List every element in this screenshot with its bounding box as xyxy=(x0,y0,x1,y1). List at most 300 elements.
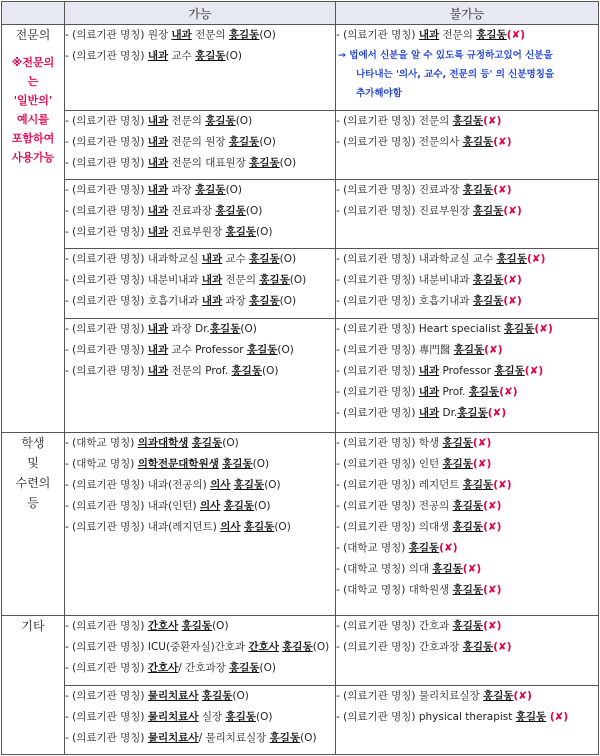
text-segment: - (의료기관 명칭) 내과(레지던트) xyxy=(65,521,221,534)
keyword: 홍길동 xyxy=(462,479,494,492)
keyword: 홍길동 xyxy=(205,114,236,127)
keyword: 홍길동 xyxy=(462,641,494,654)
keyword: 홍길동 xyxy=(515,710,547,723)
text-segment: 과장 Dr. xyxy=(168,322,210,335)
text-segment: 전문의 원장 xyxy=(168,135,229,148)
text-segment: 전문의 xyxy=(439,29,477,41)
text-segment: - (대학교 명칭) 대학원생 xyxy=(336,584,453,597)
keyword: 내과 xyxy=(147,322,169,335)
text-segment: (O) xyxy=(235,114,253,127)
text-segment: 전문의 xyxy=(168,114,206,127)
keyword: 홍길동 xyxy=(209,322,241,335)
text-segment: (O) xyxy=(259,662,276,675)
list-item xyxy=(65,475,335,496)
list-item xyxy=(336,249,598,270)
text-segment: - (의료기관 명칭) xyxy=(65,183,148,196)
text-segment: - (의료기관 명칭) xyxy=(65,225,148,238)
text-segment: - (의료기관 명칭) 학생 xyxy=(336,437,443,450)
keyword: 의학전문대학원생 xyxy=(137,458,219,471)
text-segment: - (의료기관 명칭) 호흡기내과 xyxy=(336,295,473,308)
text-segment: 전문의 대표원장 xyxy=(168,156,250,169)
keyword: 내과 xyxy=(147,114,169,127)
not-allowed-mark: (✘) xyxy=(487,406,507,419)
keyword: 홍길동 xyxy=(476,29,507,41)
keyword: 의사 xyxy=(199,500,221,513)
category-cell xyxy=(2,616,65,755)
category-cell xyxy=(2,25,65,433)
text-segment: - (대학교 명칭) xyxy=(65,458,138,471)
keyword: 홍길동 xyxy=(472,204,504,217)
warning-line: 나타내는 '의사, 교수, 전문의 등' 의 신분명칭을 xyxy=(356,69,555,80)
list-item xyxy=(65,291,335,312)
keyword: 홍길동 xyxy=(494,364,525,377)
header-row xyxy=(2,2,599,25)
keyword: 홍길동 xyxy=(191,437,223,450)
text-segment: 실장 xyxy=(198,710,226,723)
warning-note xyxy=(336,46,598,103)
list-item xyxy=(65,517,335,538)
list-item xyxy=(336,319,598,340)
text-segment: (O) xyxy=(245,204,263,217)
keyword: 홍길동 xyxy=(462,183,494,196)
list-item xyxy=(65,707,335,728)
text-segment: 전문의 Prof. xyxy=(168,364,232,377)
table-row xyxy=(2,433,599,616)
category-name: 수련의 xyxy=(15,476,51,491)
keyword: 내과 xyxy=(147,204,169,217)
impossible-cell xyxy=(336,249,599,318)
text-segment: - (의료기관 명칭) 내분비내과 xyxy=(65,274,202,287)
not-allowed-mark: (✘) xyxy=(493,183,512,196)
warning-line: 추가해야함 xyxy=(356,88,402,99)
text-segment: - (의료기관 명칭) 내분비내과 xyxy=(336,274,473,287)
keyword: 내과 xyxy=(418,406,440,419)
text-segment: - (의료기관 명칭) 원장 xyxy=(65,29,172,41)
table-row xyxy=(2,110,599,179)
text-segment: - (의료기관 명칭) xyxy=(65,156,148,169)
text-segment: (O) xyxy=(259,29,276,41)
note-line: 사용가능 xyxy=(11,151,55,164)
keyword: 홍길동 xyxy=(483,689,514,702)
list-item xyxy=(336,538,598,559)
not-allowed-mark: (✘) xyxy=(483,500,502,513)
list-item xyxy=(65,454,335,475)
list-item xyxy=(336,201,598,222)
list-item xyxy=(336,637,598,658)
text-segment: - (의료기관 명칭) 진료과장 xyxy=(336,183,463,196)
text-segment: (O) xyxy=(254,500,271,513)
keyword: 물리치료사 xyxy=(147,710,199,723)
keyword: 홍길동 xyxy=(468,385,500,398)
text-segment: - (의료기관 명칭) xyxy=(65,135,148,148)
text-segment: (O) xyxy=(252,458,270,471)
text-segment: Prof. xyxy=(439,385,469,398)
list-item xyxy=(65,153,335,174)
list-item xyxy=(65,180,335,201)
not-allowed-mark: (✘) xyxy=(493,641,512,654)
not-allowed-mark: (✘) xyxy=(439,542,458,555)
text-segment: (O) xyxy=(259,135,276,148)
not-allowed-mark: (✘) xyxy=(499,385,518,398)
text-segment: (O) xyxy=(225,50,243,62)
keyword: 홍길동 xyxy=(246,343,278,356)
impossible-cell xyxy=(336,25,599,111)
keyword: 홍길동 xyxy=(249,253,280,266)
keyword: 홍길동 xyxy=(452,584,484,597)
text-segment: Dr. xyxy=(439,406,458,419)
text-segment: - (의료기관 명칭) ICU(중환자실)간호과 xyxy=(65,641,249,654)
text-segment: / 물리치료실장 xyxy=(198,731,270,744)
keyword: 홍길동 xyxy=(228,135,260,148)
list-item xyxy=(65,46,335,67)
note-line: 예시를 xyxy=(17,113,49,126)
keyword: 간호사 xyxy=(248,641,279,654)
text-segment: - (의료기관 명칭) xyxy=(65,204,148,217)
text-segment: - (의료기관 명칭) 의대생 xyxy=(336,521,453,534)
text-segment: 교수 xyxy=(168,50,196,62)
text-segment: - (의료기관 명칭) 내과(인턴) xyxy=(65,500,200,513)
text-segment: (O) xyxy=(300,731,317,744)
keyword: 홍길동 xyxy=(452,114,484,127)
text-segment: (O) xyxy=(312,641,330,654)
list-item xyxy=(336,517,598,538)
text-segment: (O) xyxy=(222,437,239,450)
text-segment: (O) xyxy=(255,710,273,723)
list-item xyxy=(65,111,335,132)
list-item xyxy=(65,637,335,658)
text-segment: - (의료기관 명칭) 내과학교실 교수 xyxy=(336,253,497,266)
keyword: 홍길동 xyxy=(228,29,260,41)
table-row xyxy=(2,179,599,248)
keyword: 내과 xyxy=(147,183,169,196)
category-note xyxy=(2,53,64,167)
not-allowed-mark: (✘) xyxy=(493,479,512,492)
keyword: 홍길동 xyxy=(452,620,484,633)
keyword: 홍길동 xyxy=(233,479,265,492)
text-segment: - (의료기관 명칭) 專門醫 xyxy=(336,343,454,356)
keyword: 홍길동 xyxy=(472,274,504,287)
list-item xyxy=(336,270,598,291)
possible-cell xyxy=(65,179,336,248)
keyword: 홍길동 xyxy=(222,458,253,471)
keyword: 홍길동 xyxy=(408,542,440,555)
keyword: 홍길동 xyxy=(442,437,473,450)
impossible-cell xyxy=(336,318,599,433)
table-row xyxy=(2,25,599,111)
keyword: 홍길동 xyxy=(457,406,488,419)
not-allowed-mark: (✘) xyxy=(472,437,492,450)
list-item xyxy=(65,728,335,749)
list-item xyxy=(65,319,335,340)
text-segment: - (의료기관 명칭) physical therapist xyxy=(336,710,516,723)
keyword: 의사 xyxy=(210,479,231,492)
keyword: 홍길동 xyxy=(249,295,280,308)
not-allowed-mark: (✘) xyxy=(534,322,553,335)
keyword: 홍길동 xyxy=(453,343,485,356)
keyword: 홍길동 xyxy=(432,563,463,576)
text-segment: - (의료기관 명칭) 인턴 xyxy=(336,458,443,471)
list-item xyxy=(336,361,598,382)
list-item xyxy=(65,433,335,454)
text-segment: - (의료기관 명칭) xyxy=(65,343,148,356)
possible-cell xyxy=(65,616,336,685)
keyword: 홍길동 xyxy=(496,253,527,266)
keyword: 홍길동 xyxy=(259,274,290,287)
list-item xyxy=(65,25,335,46)
not-allowed-mark: (✘) xyxy=(503,274,522,287)
warning-line: → 법에서 신분을 알 수 있도록 규정하고있어 신분을 xyxy=(338,50,553,61)
keyword: 홍길동 xyxy=(269,731,301,744)
list-item xyxy=(65,132,335,153)
list-item xyxy=(65,270,335,291)
note-line: 포함하여 xyxy=(11,132,55,145)
not-allowed-mark: (✘) xyxy=(462,563,482,576)
possible-cell xyxy=(65,433,336,616)
text-segment: (O) xyxy=(289,274,307,287)
table-body xyxy=(2,2,599,755)
list-item xyxy=(336,25,598,46)
table-row xyxy=(2,616,599,685)
list-item xyxy=(336,496,598,517)
text-segment: - (의료기관 명칭) 레지던트 xyxy=(336,479,463,492)
keyword: 홍길동 xyxy=(195,183,226,196)
text-segment: / 간호과장 xyxy=(178,662,230,675)
keyword: 홍길동 xyxy=(195,50,226,62)
list-item xyxy=(336,707,598,728)
text-segment: - (의료기관 명칭) 전문의 xyxy=(336,114,453,127)
text-segment: (O) xyxy=(279,156,297,169)
not-allowed-mark: (✘) xyxy=(493,135,512,148)
list-item xyxy=(336,340,598,361)
not-allowed-mark: (✘) xyxy=(503,204,522,217)
text-segment: (O) xyxy=(212,620,229,633)
list-item xyxy=(65,249,335,270)
text-segment: (O) xyxy=(261,364,279,377)
text-segment: (O) xyxy=(225,183,243,196)
category-cell xyxy=(2,433,65,616)
keyword: 홍길동 xyxy=(452,500,484,513)
text-segment: - (의료기관 명칭) xyxy=(336,385,419,398)
text-segment: (O) xyxy=(279,295,297,308)
list-item xyxy=(336,433,598,454)
text-segment: - (의료기관 명칭) xyxy=(65,662,148,675)
not-allowed-mark: (✘) xyxy=(483,521,502,534)
text-segment: - (의료기관 명칭) 간호과장 xyxy=(336,641,463,654)
keyword: 홍길동 xyxy=(225,710,256,723)
text-segment: (O) xyxy=(279,253,297,266)
text-segment: (O) xyxy=(232,689,249,702)
keyword: 홍길동 xyxy=(442,458,473,471)
text-segment: - (의료기관 명칭) xyxy=(65,50,148,62)
text-segment: (O) xyxy=(255,225,273,238)
keyword: 홍길동 xyxy=(472,295,504,308)
list-item xyxy=(336,616,598,637)
not-allowed-mark: (✘) xyxy=(526,253,546,266)
keyword: 내과 xyxy=(201,295,223,308)
list-item xyxy=(65,686,335,707)
list-item xyxy=(65,340,335,361)
keyword: 홍길동 xyxy=(229,662,260,675)
header-blank-cell xyxy=(2,2,65,25)
keyword: 홍길동 xyxy=(223,500,255,513)
note-line: ※전문의 xyxy=(11,56,55,69)
list-item xyxy=(336,686,598,707)
text-segment: - (의료기관 명칭) 전문의사 xyxy=(336,135,463,148)
list-item xyxy=(336,580,598,601)
text-segment: (O) xyxy=(277,343,294,356)
text-segment: - (의료기관 명칭) 간호과 xyxy=(336,620,453,633)
keyword: 홍길동 xyxy=(231,364,262,377)
keyword: 내과 xyxy=(147,225,169,238)
text-segment: - (의료기관 명칭) 내과(전공의) xyxy=(65,479,211,492)
text-segment: - (의료기관 명칭) 호흡기내과 xyxy=(65,295,202,308)
impossible-cell xyxy=(336,433,599,616)
text-segment: - (의료기관 명칭) xyxy=(65,620,148,633)
text-segment: (O) xyxy=(240,322,257,335)
text-segment: 교수 xyxy=(222,253,250,266)
not-allowed-mark: (✘) xyxy=(506,29,526,41)
impossible-cell xyxy=(336,110,599,179)
text-segment: - (대학교 명칭) 의대 xyxy=(336,563,433,576)
text-segment: - (의료기관 명칭) 전공의 xyxy=(336,500,453,513)
list-item xyxy=(336,111,598,132)
text-segment: - (의료기관 명칭) Heart specialist xyxy=(336,322,504,335)
header-possible: 가능 xyxy=(65,2,336,25)
list-item xyxy=(336,291,598,312)
keyword: 홍길동 xyxy=(503,322,535,335)
impossible-cell xyxy=(336,685,599,754)
keyword: 홍길동 xyxy=(215,204,246,217)
not-allowed-mark: (✘) xyxy=(484,343,503,356)
keyword: 홍길동 xyxy=(225,225,256,238)
list-item xyxy=(336,559,598,580)
text-segment: 교수 Professor xyxy=(168,343,247,356)
keyword: 내과 xyxy=(147,50,169,62)
keyword: 내과 xyxy=(418,364,440,377)
text-segment: - (의료기관 명칭) 물리치료실장 xyxy=(336,689,484,702)
keyword: 내과 xyxy=(418,385,440,398)
impossible-cell xyxy=(336,179,599,248)
keyword: 물리치료사 xyxy=(147,689,199,702)
text-segment: - (의료기관 명칭) xyxy=(65,114,148,127)
text-segment: 과장 xyxy=(168,183,196,196)
category-name: 및 xyxy=(27,456,39,471)
text-segment: - (의료기관 명칭) xyxy=(336,364,419,377)
text-segment: (O) xyxy=(264,479,281,492)
text-segment: - (대학교 명칭) xyxy=(336,542,409,555)
possible-cell xyxy=(65,685,336,754)
keyword: 내과 xyxy=(171,29,192,41)
text-segment: 전문의 xyxy=(222,274,260,287)
keyword: 홍길동 xyxy=(181,620,213,633)
table-row xyxy=(2,249,599,318)
list-item xyxy=(336,403,598,424)
text-segment: Professor xyxy=(439,364,495,377)
table-row xyxy=(2,318,599,433)
text-segment: - (의료기관 명칭) xyxy=(65,322,148,335)
category-name: 기타 xyxy=(21,619,45,634)
keyword: 간호사 xyxy=(147,620,179,633)
keyword: 물리치료사 xyxy=(147,731,199,744)
list-item xyxy=(65,222,335,243)
naming-rules-table xyxy=(1,1,599,755)
text-segment: - (의료기관 명칭) 내과학교실 xyxy=(65,253,202,266)
not-allowed-mark: (✘) xyxy=(472,458,492,471)
category-name: 학생 xyxy=(21,436,45,451)
not-allowed-mark: (✘) xyxy=(513,689,532,702)
not-allowed-mark: (✘) xyxy=(503,295,522,308)
text-segment: - (의료기관 명칭) xyxy=(336,29,419,41)
text-segment: 과장 xyxy=(222,295,250,308)
keyword: 홍길동 xyxy=(243,521,275,534)
possible-cell xyxy=(65,25,336,111)
list-item xyxy=(336,180,598,201)
keyword: 내과 xyxy=(147,364,169,377)
not-allowed-mark: (✘) xyxy=(483,620,502,633)
keyword: 홍길동 xyxy=(249,156,280,169)
list-item xyxy=(336,475,598,496)
keyword: 내과 xyxy=(147,156,169,169)
not-allowed-mark: (✘) xyxy=(546,710,569,723)
keyword: 홍길동 xyxy=(462,135,494,148)
text-segment: - (대학교 명칭) xyxy=(65,437,138,450)
keyword: 홍길동 xyxy=(282,641,313,654)
text-segment: 진료과장 xyxy=(168,204,216,217)
possible-cell xyxy=(65,318,336,433)
not-allowed-mark: (✘) xyxy=(524,364,544,377)
keyword: 홍길동 xyxy=(201,689,233,702)
list-item xyxy=(65,201,335,222)
list-item xyxy=(65,496,335,517)
list-item xyxy=(336,132,598,153)
not-allowed-mark: (✘) xyxy=(483,584,502,597)
keyword: 내과 xyxy=(418,29,440,41)
keyword: 의사 xyxy=(220,521,241,534)
keyword: 내과 xyxy=(147,343,169,356)
note-line: '일반의' xyxy=(13,94,53,107)
keyword: 내과 xyxy=(201,253,223,266)
possible-cell xyxy=(65,110,336,179)
text-segment: (O) xyxy=(274,521,291,534)
list-item xyxy=(336,454,598,475)
text-segment: - (의료기관 명칭) xyxy=(336,406,419,419)
text-segment: - (의료기관 명칭) 진료부원장 xyxy=(336,204,473,217)
text-segment: - (의료기관 명칭) xyxy=(65,731,148,744)
list-item xyxy=(65,658,335,679)
category-name: 등 xyxy=(27,496,39,511)
text-segment: - (의료기관 명칭) xyxy=(65,710,148,723)
text-segment: - (의료기관 명칭) xyxy=(65,689,148,702)
possible-cell xyxy=(65,249,336,318)
keyword: 의과대학생 xyxy=(137,437,189,450)
impossible-cell xyxy=(336,616,599,685)
category-name: 전문의 xyxy=(15,28,51,42)
keyword: 간호사 xyxy=(147,662,179,675)
header-impossible: 불가능 xyxy=(336,2,599,25)
table-row xyxy=(2,685,599,754)
list-item xyxy=(65,361,335,382)
text-segment: 진료부원장 xyxy=(168,225,226,238)
list-item xyxy=(336,382,598,403)
note-line: 는 xyxy=(27,75,39,88)
text-segment: 전문의 xyxy=(191,29,229,41)
keyword: 내과 xyxy=(147,135,169,148)
text-segment: - (의료기관 명칭) xyxy=(65,364,148,377)
keyword: 내과 xyxy=(201,274,223,287)
not-allowed-mark: (✘) xyxy=(483,114,502,127)
keyword: 홍길동 xyxy=(452,521,484,534)
list-item xyxy=(65,616,335,637)
